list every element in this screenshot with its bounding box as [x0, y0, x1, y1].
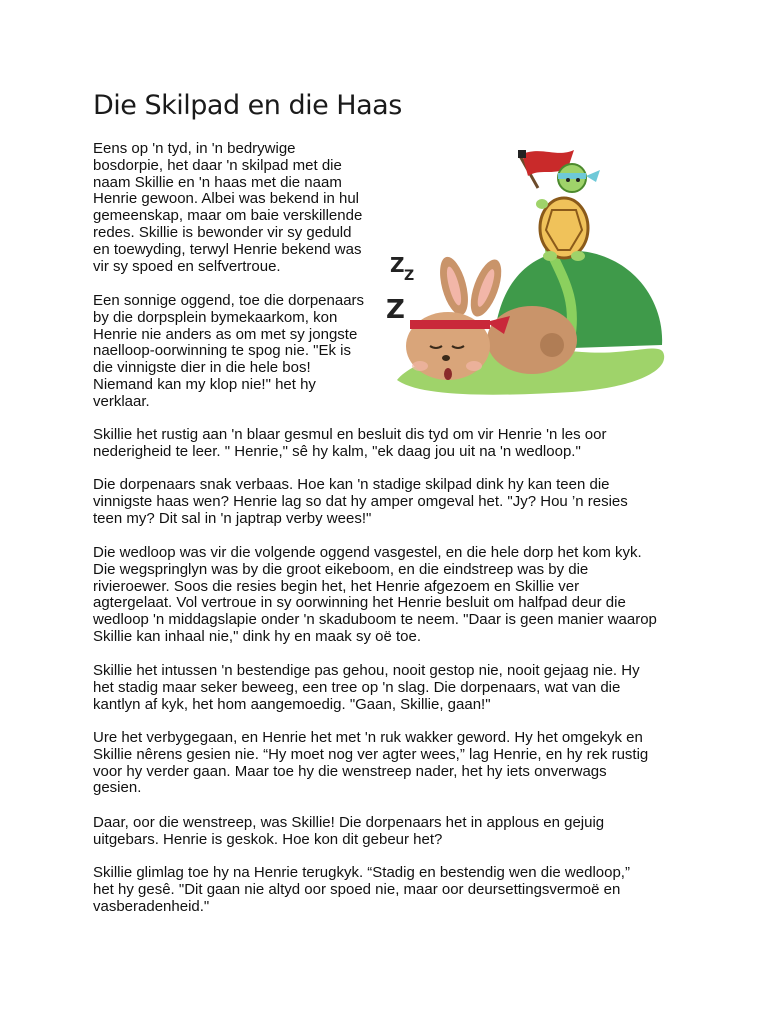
story-paragraph-8: Daar, oor die wenstreep, was Skillie! Die dorpenaars het in applous en gejuig uitgebars. Henrie is geskok. Hoe kon dit gebeur het?: [93, 814, 605, 848]
page-title: Die Skilpad en die Haas: [93, 90, 402, 121]
sleep-z-small: Z: [404, 268, 415, 284]
story-paragraph-6: Skillie het intussen 'n bestendige pas gehou, nooit gestop nie, nooit gejaag nie. Hy het stadig maar seker beweeg, een tree op 'n slag. Die dorpenaars, wat van die kantlyn af kyk, het hom aangemoedig. "Gaan, Skillie, gaan!": [93, 662, 640, 713]
sleep-z-medium: Z: [386, 295, 405, 325]
story-paragraph-3: Skillie het rustig aan 'n blaar gesmul en besluit dis tyd om vir Henrie 'n les oor nederigheid te leer. " Henrie," sê hy kalm, "ek daag jou uit na 'n wedloop.": [93, 426, 607, 460]
story-paragraph-1: Eens op 'n tyd, in 'n bedrywige bosdorpie, het daar 'n skilpad met die naam Skillie en 'n haas met die naam Henrie gewoon. Albei was bekend in hul gemeenskap, maar om baie verskillende redes. Skillie is bewonder vir sy geduld en toewyding, terwyl Henrie bekend was vir sy spoed en selfvertroue.: [93, 140, 363, 275]
story-paragraph-9: Skillie glimlag toe hy na Henrie terugkyk. “Stadig en bestendig wen die wedloop,” het hy gesê. "Dit gaan nie altyd oor spoed nie, maar oor deursettingsvermoë en vasberadenheid.": [93, 864, 630, 915]
story-paragraph-5: Die wedloop was vir die volgende oggend vasgestel, en die hele dorp het kom kyk. Die wegspringlyn was by die groot eikeboom, en die eindstreep was by die rivieroewer. Soos die resies begin het, het Henrie afgezoem en Skillie ver agtergelaat. Vol vertroue in sy oorwinning het Henrie besluit om halfpad deur die wedloop 'n middagslapie onder 'n skaduboom te neem. "Daar is geen manier waarop Skillie kan inhaal nie," dink hy en maak sy oë toe.: [93, 544, 657, 645]
story-paragraph-7: Ure het verbygegaan, en Henrie het met 'n ruk wakker geword. Hy het omgekyk en Skillie nêrens gesien nie. “Hy moet nog ver agter wees,” lag Henrie, en hy rek rustig voor hy verder gaan. Maar toe hy die wenstreep nader, het hy iets onverwags gesien.: [93, 729, 649, 797]
tortoise-and-hare-illustration: [382, 140, 672, 402]
sleep-z-large: Z: [390, 253, 405, 277]
story-paragraph-4: Die dorpenaars snak verbaas. Hoe kan 'n stadige skilpad dink hy kan teen die vinnigste haas wen? Henrie lag so dat hy amper omgeval het. "Jy? Hou ’n resies teen my? Dit sal in 'n japtrap verby wees!": [93, 476, 628, 527]
story-paragraph-2: Een sonnige oggend, toe die dorpenaars by die dorpsplein bymekaarkom, kon Henrie nie anders as om met sy jongste naelloop-oorwinning te spog nie. "Ek is die vinnigste dier in die hele bos! Niemand kan my klop nie!" het hy verklaar.: [93, 292, 365, 410]
tortoise-icon: [536, 164, 600, 261]
